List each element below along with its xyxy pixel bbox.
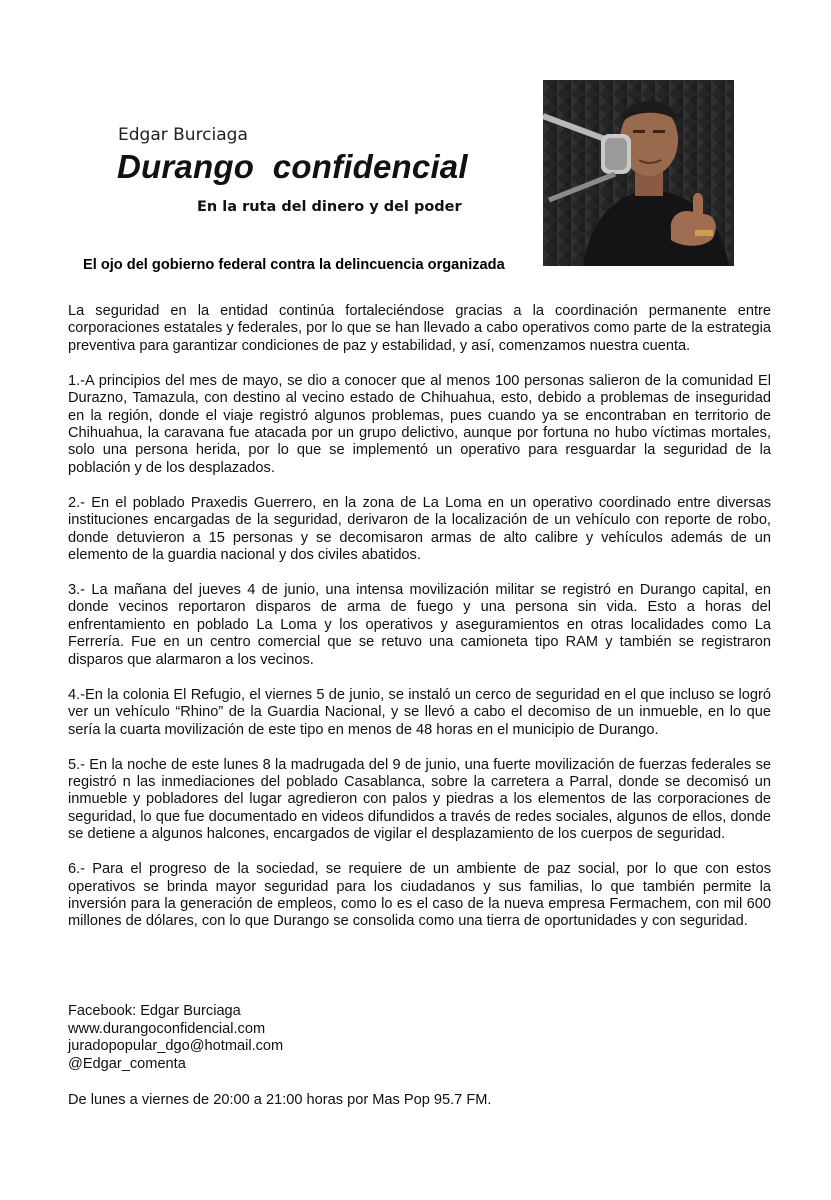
website-link: www.durangoconfidencial.com bbox=[68, 1020, 266, 1037]
article-headline: El ojo del gobierno federal contra la delincuencia organizada bbox=[83, 257, 505, 273]
author-photo bbox=[543, 80, 734, 266]
contact-info bbox=[68, 1003, 283, 1073]
article-paragraph-3: 3.- La mañana del jueves 4 de junio, una intensa movilización militar se registró en Durango capital, en donde vecinos reportaron disparos de arma de fuego y una persona sin vida. Esto a horas del enfrentamiento en poblado La Loma y los operativos y aseguramientos en otras localidades como La Ferrería. Fue en un centro comercial que se retuvo una camioneta tipo RAM y también se registraron disparos que alarmaron a los vecinos. bbox=[68, 582, 771, 668]
author-name: Edgar Burciaga bbox=[118, 125, 248, 145]
column-title: Durango confidencial bbox=[117, 148, 468, 185]
twitter-handle: @Edgar_comenta bbox=[68, 1055, 186, 1072]
article-paragraph-4: 4.-En la colonia El Refugio, el viernes 5 de junio, se instaló un cerco de seguridad en el que incluso se logró ver un vehículo “Rhino” de la Guardia Nacional, y se llevó a cabo el decomiso de un inmueble, en lo que sería la cuarta movilización de este tipo en menos de 48 horas en el municipio de Durango. bbox=[68, 686, 771, 738]
article-paragraph-6: 6.- Para el progreso de la sociedad, se requiere de un ambiente de paz social, por lo que con estos operativos se brinda mayor seguridad para los ciudadanos y sus familias, lo que también permite la inversión para la generación de empleos, como lo es el caso de la nueva empresa Fermachem, con mil 600 millones de dólares, con lo que Durango se consolida como una tierra de oportunidades y con seguridad. bbox=[68, 861, 771, 930]
article-paragraph-2: 2.- En el poblado Praxedis Guerrero, en la zona de La Loma en un operativo coordinado entre diversas instituciones encargadas de la seguridad, derivaron de la localización de un vehículo con reporte de robo, donde detuvieron a 15 personas y se decomisaron armas de alto calibre y vehículos además de un elemento de la guardia nacional y dos civiles abatidos. bbox=[68, 494, 771, 564]
email-contact: juradopopular_dgo@hotmail.com bbox=[68, 1038, 284, 1054]
article-body bbox=[68, 303, 771, 948]
article-paragraph-1: 1.-A principios del mes de mayo, se dio a conocer que al menos 100 personas salieron de la comunidad El Durazno, Tamazula, con destino al vecino estado de Chihuahua, esto, debido a problemas de inseguridad en la región, donde el viaje registró algunos problemas, pues cuando ya se encontraban en territorio de Chihuahua, la caravana fue atacada por un grupo delictivo, aunque por fortuna no hubo víctimas mortales, solo una persona herida, por lo que se implementó un operativo para resguardar la seguridad de la población y de los desplazados. bbox=[68, 372, 771, 476]
column-tagline: En la ruta del dinero y del poder bbox=[197, 199, 462, 215]
broadcast-schedule: De lunes a viernes de 20:00 a 21:00 horas por Mas Pop 95.7 FM. bbox=[68, 1092, 492, 1108]
facebook-contact: Facebook: Edgar Burciaga bbox=[68, 1003, 241, 1019]
article-paragraph-5: 5.- En la noche de este lunes 8 la madrugada del 9 de junio, una fuerte movilización de fuerzas federales se registró n las inmediaciones del poblado Casablanca, sobre la carretera a Parral, donde se decomisó un inmueble y pobladores del lugar agredieron con palos y piedras a los elementos de las corporaciones de seguridad, lo que fue documentado en videos difundidos a través de redes sociales, algunos de ellos, donde se detiene a algunos halcones, encargados de vigilar el desplazamiento de los cuerpos de seguridad. bbox=[68, 756, 771, 843]
article-paragraph-intro: La seguridad en la entidad continúa fortaleciéndose gracias a la coordinación permanente entre corporaciones estatales y federales, por lo que se han llevado a cabo operativos como parte de la estrategia preventiva para garantizar condiciones de paz y estabilidad, y así, comenzamos nuestra cuenta. bbox=[68, 303, 771, 354]
